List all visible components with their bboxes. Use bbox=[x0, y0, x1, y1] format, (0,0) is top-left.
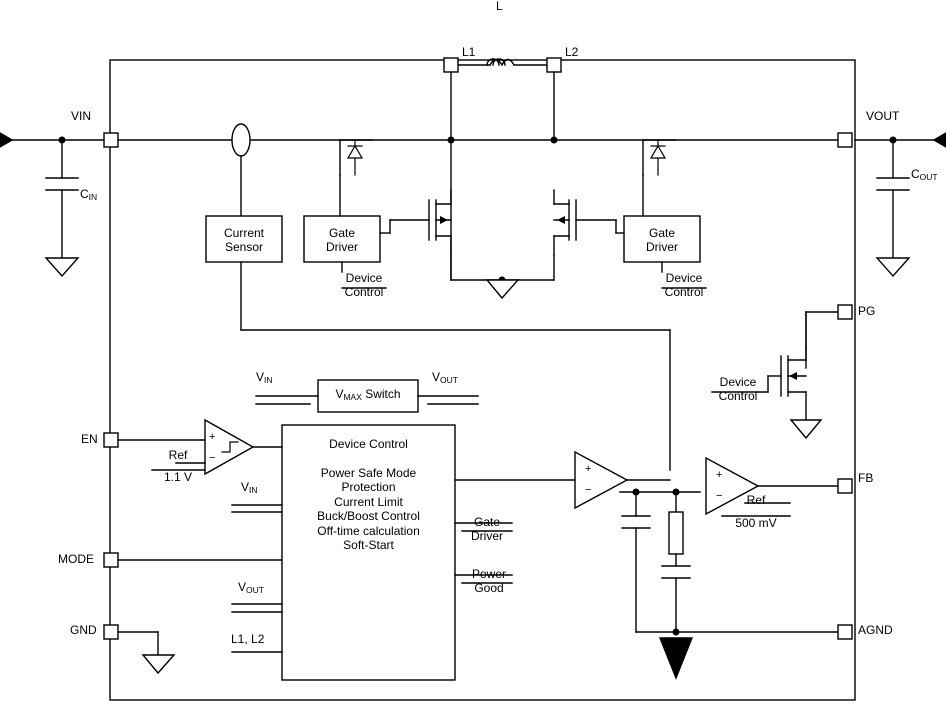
dc-item-0: Power Safe Mode bbox=[320, 466, 417, 480]
en-comp-plus: + bbox=[209, 431, 216, 443]
cin-ground-symbol bbox=[46, 258, 78, 276]
dc-vout-label: VOUT bbox=[238, 580, 264, 595]
current-sense-element bbox=[232, 124, 250, 156]
vout-pin bbox=[838, 133, 852, 147]
gnd-ground-symbol bbox=[143, 655, 174, 673]
fb-comp-plus: + bbox=[716, 469, 723, 481]
en-comp-minus: − bbox=[209, 452, 216, 464]
gnd-pin bbox=[104, 625, 118, 639]
cout-label: COUT bbox=[911, 167, 938, 182]
dc-item-4: Off-time calculation bbox=[317, 523, 420, 538]
error-amp-minus: − bbox=[585, 484, 592, 496]
cout-ground-symbol bbox=[877, 258, 909, 276]
dc-item-5: Soft-Start bbox=[343, 537, 394, 552]
l1-label: L1 bbox=[462, 45, 476, 59]
right-hs-diode bbox=[651, 146, 665, 158]
pg-device-control-label: Device Control bbox=[718, 375, 758, 404]
l1-pin bbox=[444, 58, 458, 72]
mode-pin-label: MODE bbox=[58, 552, 94, 566]
fb-ref-label: Ref bbox=[746, 493, 766, 507]
mode-pin bbox=[104, 553, 118, 567]
left-hs-diode bbox=[348, 146, 362, 158]
en-comparator bbox=[205, 420, 253, 474]
pg-pin bbox=[838, 305, 852, 319]
dc-l1l2-label: L1, L2 bbox=[231, 632, 265, 646]
dc-vin-label: VIN bbox=[241, 480, 258, 495]
cin-label: CIN bbox=[80, 187, 98, 202]
left-mosfet-symbol bbox=[390, 190, 451, 255]
vmax-in-label: VIN bbox=[256, 370, 273, 385]
l2-node-dot bbox=[551, 137, 558, 144]
error-amplifier bbox=[575, 452, 627, 508]
left-device-control-label: Device Control bbox=[344, 271, 384, 300]
left-gate-driver-label: Gate Driver bbox=[326, 226, 358, 255]
pg-ground-symbol bbox=[791, 420, 821, 438]
device-control-title: Device Control bbox=[329, 437, 408, 451]
en-pin-label: EN bbox=[81, 432, 98, 446]
inductor-label: L bbox=[496, 0, 503, 13]
vout-arrow bbox=[934, 133, 946, 147]
resistor bbox=[669, 512, 683, 554]
dc-gate-driver-label: Gate Driver bbox=[471, 515, 503, 544]
l2-label: L2 bbox=[565, 45, 579, 59]
vout-pin-label: VOUT bbox=[866, 109, 900, 123]
agnd-pin-label: AGND bbox=[858, 623, 893, 637]
error-amp-plus: + bbox=[585, 463, 592, 475]
right-gate-driver-label: Gate Driver bbox=[646, 226, 678, 255]
dc-item-1: Protection bbox=[341, 480, 396, 495]
gnd-pin-label: GND bbox=[70, 623, 97, 637]
fb-pin bbox=[838, 479, 852, 493]
dc-item-3: Buck/Boost Control bbox=[317, 509, 420, 524]
device-control-items bbox=[282, 466, 455, 552]
fb-pin-label: FB bbox=[858, 471, 874, 485]
dc-item-2: Current Limit bbox=[334, 494, 403, 509]
right-mosfet-symbol bbox=[554, 190, 616, 255]
pg-mosfet-symbol bbox=[768, 348, 806, 420]
agnd-pin bbox=[838, 625, 852, 639]
bridge-ground-symbol bbox=[487, 280, 518, 298]
vmax-out-label: VOUT bbox=[432, 370, 458, 385]
dc-power-good-label: Power Good bbox=[471, 567, 506, 596]
en-pin bbox=[104, 433, 118, 447]
en-ref-label: Ref bbox=[168, 448, 188, 462]
l2-pin bbox=[547, 58, 561, 72]
l1-node-dot bbox=[448, 137, 455, 144]
vin-pin-label: VIN bbox=[71, 109, 92, 123]
analog-ground-symbol bbox=[660, 638, 692, 678]
fb-comp-minus: − bbox=[716, 490, 723, 502]
vin-pin bbox=[104, 133, 118, 147]
current-sensor-label: Current Sensor bbox=[223, 226, 264, 255]
fb-ref-value: 500 mV bbox=[735, 516, 777, 530]
right-device-control-label: Device Control bbox=[664, 271, 704, 300]
en-ref-value: 1.1 V bbox=[163, 470, 193, 484]
pg-pin-label: PG bbox=[858, 304, 876, 318]
vin-arrow bbox=[0, 133, 12, 147]
device-control-box bbox=[282, 425, 455, 680]
vmax-switch-label: VMAX Switch bbox=[335, 387, 401, 402]
